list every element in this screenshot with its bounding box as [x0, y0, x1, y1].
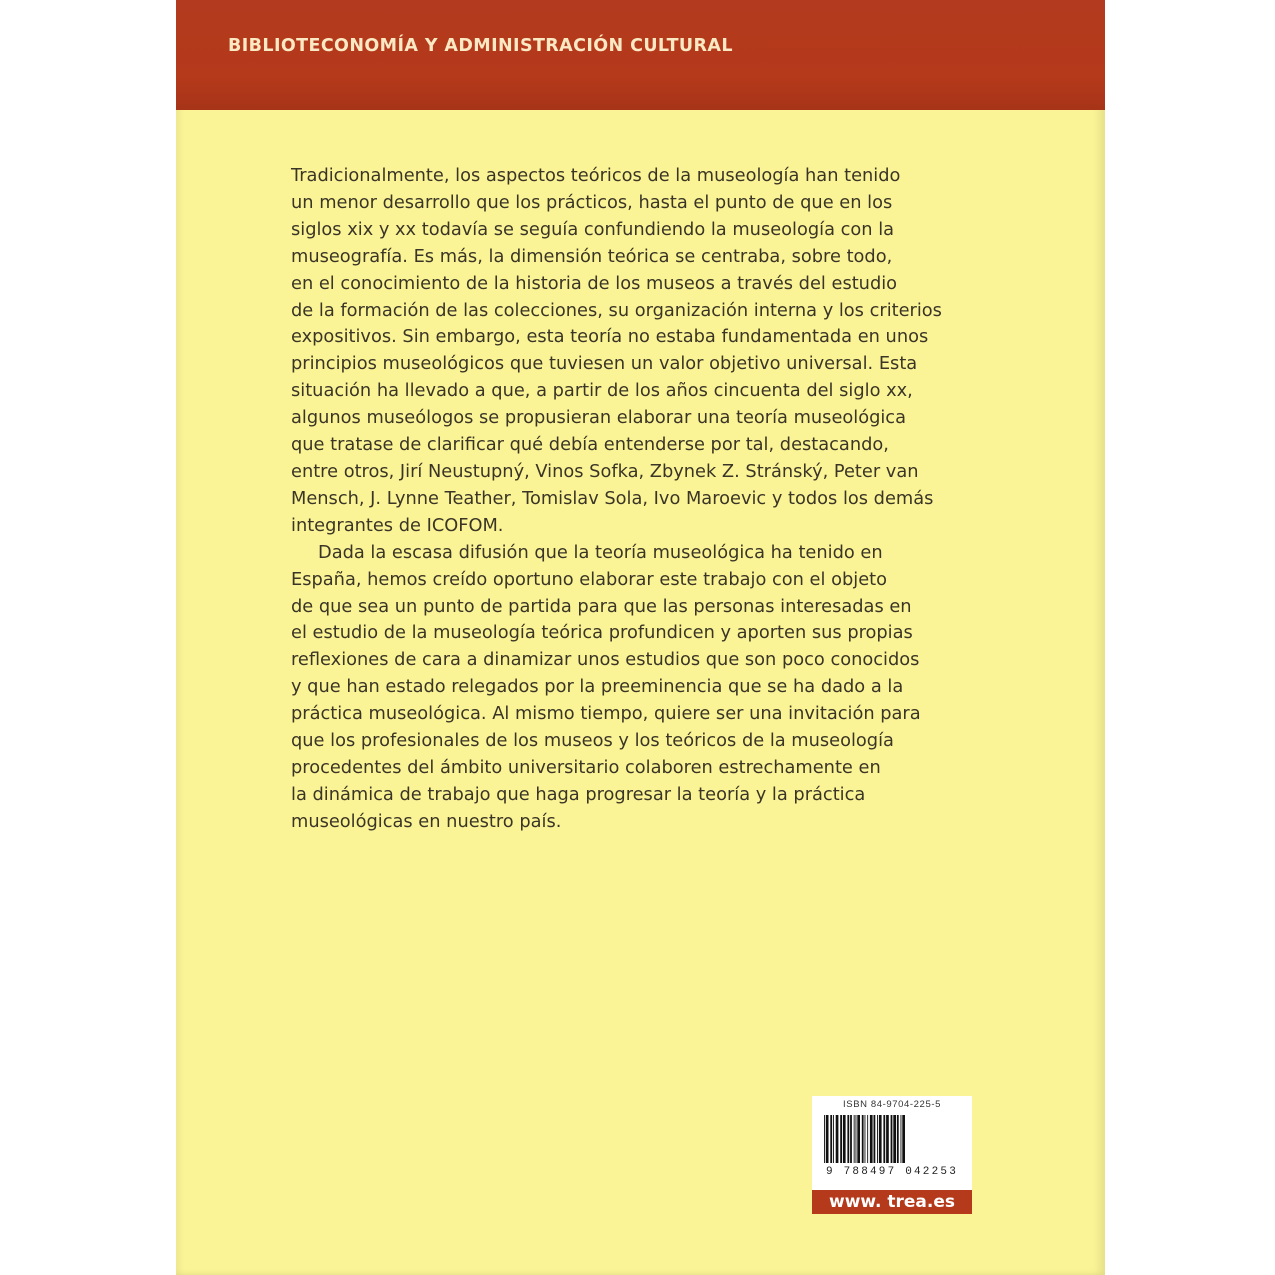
- isbn-barcode: [812, 1096, 972, 1190]
- isbn-number: ISBN 84-9704-225-5: [843, 1099, 941, 1110]
- blurb-line: y que han estado relegados por la preeminencia que se ha dado a la: [291, 676, 904, 698]
- barcode-bar: [850, 1115, 852, 1163]
- blurb-line: la dinámica de trabajo que haga progresar la teoría y la práctica: [291, 783, 866, 805]
- barcode-bar: [901, 1115, 902, 1163]
- blurb-line: Mensch, J. Lynne Teather, Tomislav Sola, Ivo Maroevic y todos los demás: [291, 487, 934, 509]
- barcode-bar: [891, 1115, 893, 1163]
- barcode-bar: [826, 1115, 829, 1163]
- blurb-line: Dada la escasa difusión que la teoría museológica ha tenido en: [318, 541, 883, 563]
- blurb-line: que tratase de clarificar qué debía entenderse por tal, destacando,: [291, 434, 889, 456]
- barcode-bar: [883, 1115, 885, 1163]
- barcode-bar: [824, 1115, 825, 1163]
- blurb-line: de que sea un punto de partida para que las personas interesadas en: [291, 595, 912, 617]
- barcode-bar: [840, 1115, 842, 1163]
- barcode-bar: [830, 1115, 832, 1163]
- barcode-bar: [836, 1115, 839, 1163]
- blurb-line: Tradicionalmente, los aspectos teóricos de la museología han tenido: [291, 165, 901, 186]
- barcode-bar: [877, 1115, 878, 1163]
- blurb-line: de la formación de las colecciones, su organización interna y los criterios: [291, 299, 942, 321]
- barcode-bar: [897, 1115, 899, 1163]
- barcode-bar: [867, 1115, 868, 1163]
- blurb-line: principios museológicos que tuviesen un valor objetivo universal. Esta: [291, 353, 918, 375]
- barcode-bar: [874, 1115, 876, 1163]
- blurb-line: museológicas en nuestro país.: [291, 810, 562, 832]
- barcode-bar: [843, 1115, 846, 1163]
- blurb-line: procedentes del ámbito universitario colaboren estrechamente en: [291, 756, 881, 778]
- barcode-bar: [870, 1115, 873, 1163]
- blurb-line: algunos museólogos se propusieran elaborar una teoría museológica: [291, 407, 906, 429]
- barcode-bar: [902, 1115, 905, 1163]
- blurb-line: práctica museológica. Al mismo tiempo, quiere ser una invitación para: [291, 703, 921, 725]
- publisher-website: www. trea.es: [812, 1190, 972, 1214]
- barcode-bar: [856, 1115, 857, 1163]
- blurb-line: museografía. Es más, la dimensión teórica se centraba, sobre todo,: [291, 245, 893, 267]
- barcode-bar: [893, 1115, 896, 1163]
- blurb-line: siglos xix y xx todavía se seguía confundiendo la museología con la: [291, 218, 895, 240]
- blurb-line: el estudio de la museología teórica profundicen y aporten sus propias: [291, 622, 913, 644]
- blurb-line: un menor desarrollo que los prácticos, hasta el punto de que en los: [291, 191, 893, 213]
- blurb-line: que los profesionales de los museos y los teóricos de la museología: [291, 730, 894, 752]
- barcode-bar: [847, 1115, 849, 1163]
- barcode-bars: [822, 1115, 962, 1165]
- blurb-line: España, hemos creído oportuno elaborar este trabajo con el objeto: [291, 568, 887, 590]
- barcode-bar: [862, 1115, 864, 1163]
- barcode-bar: [879, 1115, 882, 1163]
- back-cover-blurb: [291, 163, 1011, 836]
- blurb-paragraph-2: [291, 540, 1011, 836]
- blurb-line: en el conocimiento de la historia de los museos a través del estudio: [291, 272, 898, 294]
- blurb-line: situación ha llevado a que, a partir de los años cincuenta del siglo xx,: [291, 380, 913, 402]
- series-band: [176, 0, 1105, 110]
- book-back-cover: [176, 0, 1105, 1275]
- barcode-bar: [886, 1115, 889, 1163]
- blurb-paragraph-1: [291, 163, 1011, 540]
- barcode-bar: [854, 1115, 855, 1163]
- ean-digits: 9 788497 042253: [825, 1166, 959, 1178]
- blurb-line: integrantes de ICOFOM.: [291, 514, 504, 536]
- blurb-line: reflexiones de cara a dinamizar unos estudios que son poco conocidos: [291, 649, 920, 671]
- blurb-line: entre otros, Jirí Neustupný, Vinos Sofka, Zbynek Z. Stránský, Peter van: [291, 460, 919, 482]
- blurb-line: expositivos. Sin embargo, esta teoría no estaba fundamentada en unos: [291, 326, 929, 348]
- barcode-bar: [857, 1115, 860, 1163]
- barcode-bar: [865, 1115, 866, 1163]
- series-title: BIBLIOTECONOMÍA Y ADMINISTRACIÓN CULTURAL: [228, 36, 733, 56]
- barcode-bar: [833, 1115, 834, 1163]
